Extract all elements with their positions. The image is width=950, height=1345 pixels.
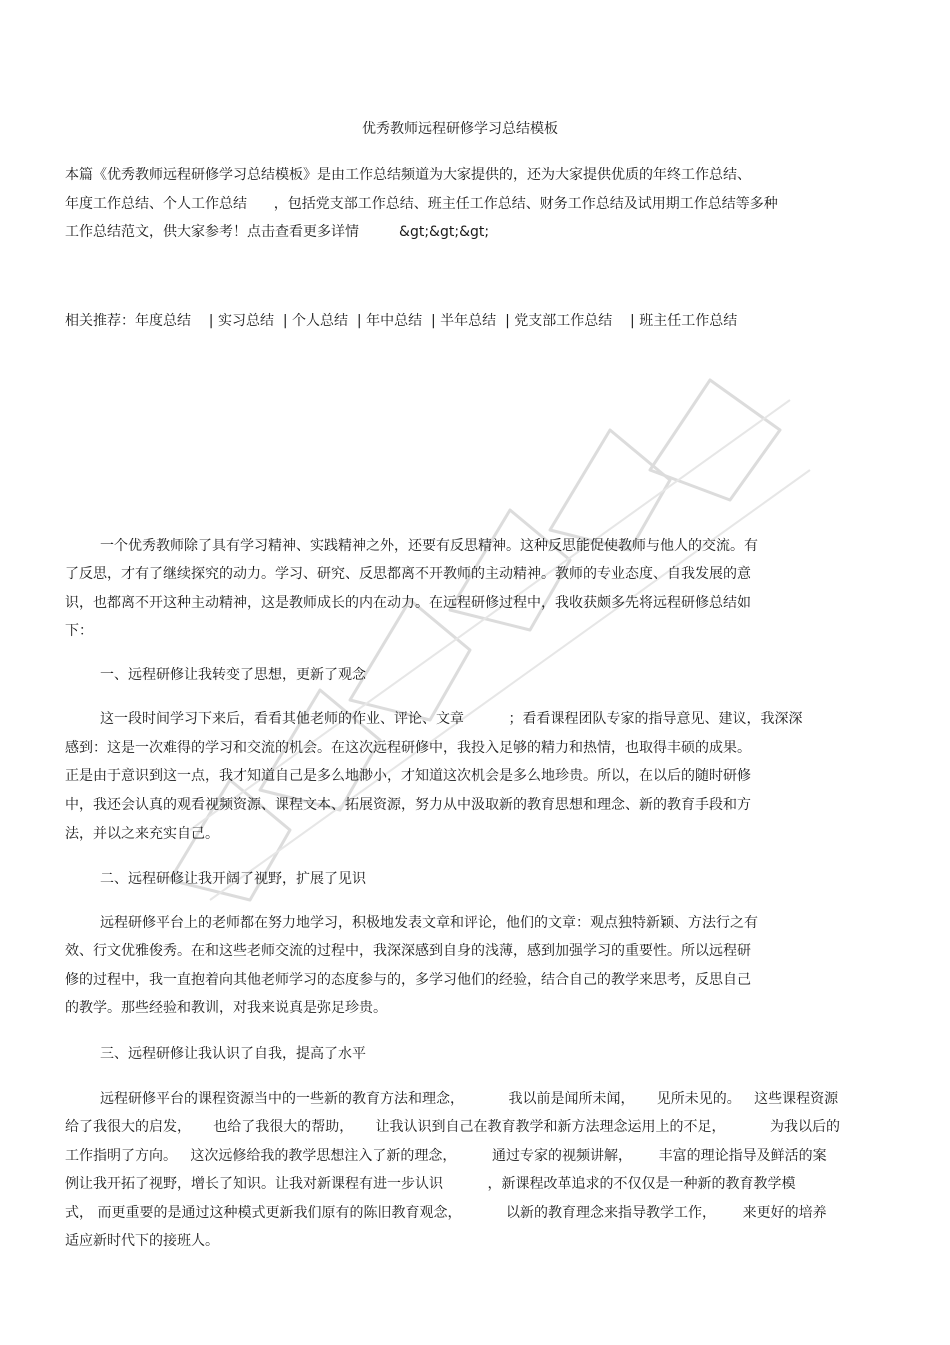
para3-line-1: 远程研修平台上的老师都在努力地学习，积极地发表文章和评论，他们的文章：观点独特新颖、方法行之有 [100, 915, 758, 931]
para2-line-4: 中，我还会认真的观看视频资源、课程文本、拓展资源，努力从中汲取新的教育思想和理念、新的教育手段和方 [65, 797, 751, 813]
para4-line-3: 工作指明了方向。 这次远修给我的教学思想注入了新的理念， 通过专家的视频讲解， 丰富的理论指导及鲜活的案 [65, 1148, 827, 1164]
section-heading-2: 二、远程研修让我开阔了视野，扩展了见识 [100, 871, 366, 887]
para4-line-1: 远程研修平台的课程资源当中的一些新的教育方法和理念， 我以前是闻所未闻， 见所未见的。 这些课程资源 [100, 1091, 839, 1107]
para1-line-1: 一个优秀教师除了具有学习精神、实践精神之外，还要有反思精神。这种反思能促使教师与他人的交流。有 [100, 538, 758, 554]
para4-line-2: 给了我很大的启发， 也给了我很大的帮助， 让我认识到自己在教育教学和新方法理念运用上的不足， 为我以后的 [65, 1119, 841, 1135]
para2-line-2: 感到：这是一次难得的学习和交流的机会。在这次远程研修中，我投入足够的精力和热情，也取得丰硕的成果。 [65, 740, 751, 756]
para2-line-3: 正是由于意识到这一点，我才知道自己是多么地渺小，才知道这次机会是多么地珍贵。所以，在以后的随时研修 [65, 768, 751, 784]
para2-line-1: 这一段时间学习下来后，看看其他老师的作业、评论、文章 ；看看课程团队专家的指导意见、建议，我深深 [100, 711, 803, 727]
intro-line-1: 本篇《优秀教师远程研修学习总结模板》是由工作总结频道为大家提供的，还为大家提供优质的年终工作总结、 [65, 167, 751, 183]
para3-line-2: 效、行文优雅俊秀。在和这些老师交流的过程中，我深深感到自身的浅薄，感到加强学习的重要性。所以远程研 [65, 943, 751, 959]
para4-line-5: 式， 而更重要的是通过这种模式更新我们原有的陈旧教育观念， 以新的教育理念来指导教学工作， 来更好的培养 [65, 1205, 827, 1221]
section-heading-1: 一、远程研修让我转变了思想，更新了观念 [100, 667, 366, 683]
para1-line-4: 下： [65, 623, 93, 639]
para3-line-4: 的教学。那些经验和教训，对我来说真是弥足珍贵。 [65, 1000, 387, 1016]
para4-line-6: 适应新时代下的接班人。 [65, 1233, 219, 1249]
document-title: 优秀教师远程研修学习总结模板 [362, 121, 558, 137]
para1-line-3: 识，也都离不开这种主动精神，这是教师成长的内在动力。在远程研修过程中，我收获颇多先将远程研修总结如 [65, 595, 751, 611]
intro-line-3: 工作总结范文，供大家参考！点击查看更多详情 &gt;&gt;&gt; [65, 224, 490, 240]
related-recommendations: 相关推荐：年度总结 | 实习总结 | 个人总结 | 年中总结 | 半年总结 | 党支部工作总结 | 班主任工作总结 [65, 313, 738, 329]
intro-line-2: 年度工作总结、个人工作总结 ，包括党支部工作总结、班主任工作总结、财务工作总结及试用期工作总结等多种 [65, 196, 778, 212]
section-heading-3: 三、远程研修让我认识了自我，提高了水平 [100, 1046, 366, 1062]
para4-line-4: 例让我开拓了视野，增长了知识。让我对新课程有进一步认识 ，新课程改革追求的不仅仅是一种新的教育教学模 [65, 1176, 796, 1192]
para1-line-2: 了反思，才有了继续探究的动力。学习、研究、反思都离不开教师的主动精神。教师的专业态度、自我发展的意 [65, 566, 751, 582]
para3-line-3: 修的过程中，我一直抱着向其他老师学习的态度参与的，多学习他们的经验，结合自己的教学来思考，反思自己 [65, 972, 751, 988]
para2-line-5: 法，并以之来充实自己。 [65, 826, 219, 842]
